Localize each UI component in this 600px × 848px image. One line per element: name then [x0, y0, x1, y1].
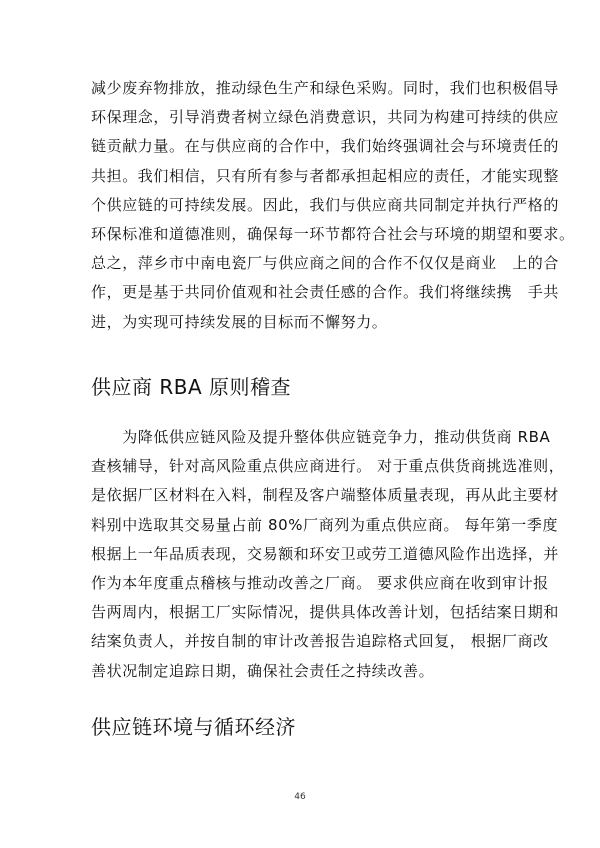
paragraph-line: 链贡献力量。在与供应商的合作中，我们始终强调社会与环境责任的	[91, 137, 560, 156]
paragraph-line: 查核辅导，针对高风险重点供应商进行。 对于重点供货商挑选准则，	[91, 457, 565, 476]
paragraph-line: 是依据厂区材料在入料，制程及客户端整体质量表现，再从此主要材	[91, 486, 560, 505]
section-heading-circular-economy: 供应链环境与循环经济	[91, 715, 296, 739]
paragraph-line: 共担。我们相信，只有所有参与者都承担起相应的责任，才能实现整	[91, 166, 560, 185]
paragraph-line: 总之，萍乡市中南电瓷厂与供应商之间的合作不仅仅是商业 上的合	[91, 254, 560, 273]
paragraph-supplier-cooperation	[91, 74, 575, 337]
paragraph-line: 个供应链的可持续发展。因此，我们与供应商共同制定并执行严格的	[91, 195, 560, 214]
paragraph-rba-audit	[91, 423, 565, 686]
paragraph-line: 环保标准和道德准则，确保每一环节都符合社会与环境的期望和要求。	[91, 224, 575, 243]
paragraph-line: 告两周内，根据工厂实际情况，提供具体改善计划，包括结案日期和	[91, 603, 560, 622]
paragraph-line: 结案负责人，并按自制的审计改善报告追踪格式回复， 根据厂商改	[91, 632, 549, 651]
paragraph-line: 善状况制定追踪日期，确保社会责任之持续改善。	[91, 661, 435, 680]
paragraph-line: 料别中选取其交易量占前 80%厂商列为重点供应商。 每年第一季度	[91, 515, 559, 534]
paragraph-line: 根据上一年品质表现，交易额和环安卫或劳工道德风险作出选择，并	[91, 544, 560, 563]
paragraph-line: 减少废弃物排放，推动绿色生产和绿色采购。同时，我们也积极倡导	[91, 79, 560, 97]
paragraph-line: 进，为实现可持续发展的目标而不懈努力。	[91, 312, 388, 331]
paragraph-line: 作，更是基于共同价值观和社会责任感的合作。我们将继续携 手共	[91, 283, 560, 302]
page-number: 46	[294, 792, 306, 802]
paragraph-line: 为降低供应链风险及提升整体供应链竞争力，推动供货商 RBA	[91, 428, 551, 446]
paragraph-line: 作为本年度重点稽核与推动改善之厂商。 要求供应商在收到审计报	[91, 573, 549, 592]
section-heading-rba-audit: 供应商 RBA 原则稽查	[91, 375, 292, 399]
paragraph-line: 环保理念，引导消费者树立绿色消费意识，共同为构建可持续的供应	[91, 108, 560, 127]
